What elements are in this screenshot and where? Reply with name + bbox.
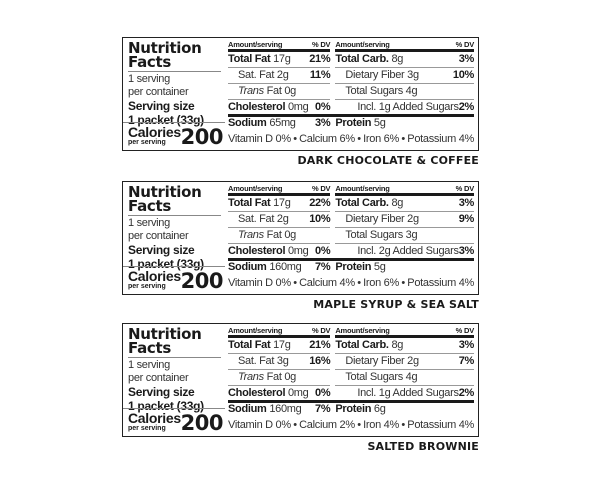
vitamin-d: Vitamin D 0%	[228, 277, 291, 289]
calcium: Calcium 6%	[299, 133, 355, 145]
sat-fat-row: Sat. Fat 2g 10%	[228, 212, 330, 228]
thick-divider	[228, 114, 474, 117]
bullet-separator: •	[293, 277, 297, 289]
nutrition-facts-panel	[122, 181, 479, 295]
calories-label: Calories	[128, 268, 181, 284]
bullet-separator: •	[357, 277, 361, 289]
calories-value: 200	[180, 125, 223, 149]
iron: Iron 4%	[363, 419, 399, 431]
column-header: Amount/serving % DV	[228, 324, 330, 338]
title-line-2: Facts	[128, 339, 171, 357]
total-carb-row: Total Carb. 8g 3%	[335, 52, 474, 68]
divider	[123, 122, 225, 123]
column-header: Amount/serving % DV	[335, 38, 474, 52]
total-carb-row: Total Carb. 8g 3%	[335, 196, 474, 212]
title-line-1: Nutrition	[128, 39, 202, 57]
nutrients-column-left	[228, 182, 330, 275]
protein-row: Protein 6g	[335, 403, 386, 415]
total-fat-row: Total Fat 17g 21%	[228, 52, 330, 68]
nutrients-area	[225, 324, 478, 436]
divider	[123, 408, 225, 409]
summary-column	[123, 324, 225, 436]
potassium: Potassium 4%	[407, 419, 474, 431]
vitamins-minerals-row	[228, 132, 474, 146]
bullet-separator: •	[293, 419, 297, 431]
total-fat-row: Total Fat 17g 21%	[228, 338, 330, 354]
total-sugars-row: Total Sugars 4g	[335, 370, 474, 386]
dietary-fiber-row: Dietary Fiber 3g 10%	[335, 68, 474, 84]
calcium: Calcium 2%	[299, 419, 355, 431]
potassium: Potassium 4%	[407, 133, 474, 145]
panel-title	[128, 327, 221, 355]
nutrition-label-1	[122, 37, 479, 167]
sat-fat-row: Sat. Fat 2g 11%	[228, 68, 330, 84]
divider	[128, 71, 221, 72]
nutrients-column-right	[335, 324, 474, 417]
thick-divider	[228, 400, 474, 403]
column-header: Amount/serving % DV	[228, 182, 330, 196]
serving-size-label: Serving size	[128, 385, 195, 399]
serving-size-value: 1 packet (33g)	[128, 257, 204, 271]
calories-section	[128, 412, 221, 434]
vitamin-d: Vitamin D 0%	[228, 133, 291, 145]
nutrients-column-left	[228, 38, 330, 131]
serving-size-value: 1 packet (33g)	[128, 399, 204, 413]
title-line-1: Nutrition	[128, 325, 202, 343]
vitamins-minerals-row	[228, 418, 474, 432]
calories-sub-label: per serving	[128, 425, 166, 432]
divider	[123, 266, 225, 267]
panel-title	[128, 185, 221, 213]
title-line-1: Nutrition	[128, 183, 202, 201]
vitamin-d: Vitamin D 0%	[228, 419, 291, 431]
calcium: Calcium 4%	[299, 277, 355, 289]
servings-per-container-suffix: per container	[128, 86, 189, 98]
nutrients-area	[225, 182, 478, 294]
summary-column	[123, 182, 225, 294]
servings-per-container: 1 serving	[128, 73, 170, 85]
cholesterol-row: Cholesterol 0mg 0%	[228, 244, 330, 260]
nutrients-column-left	[228, 324, 330, 417]
protein-row: Protein 5g	[335, 261, 386, 273]
servings-per-container: 1 serving	[128, 217, 170, 229]
cholesterol-row: Cholesterol 0mg 0%	[228, 100, 330, 116]
trans-fat-row: Trans Fat 0g	[228, 370, 330, 386]
iron: Iron 6%	[363, 133, 399, 145]
trans-fat-row: Trans Fat 0g	[228, 228, 330, 244]
iron: Iron 6%	[363, 277, 399, 289]
title-line-2: Facts	[128, 53, 171, 71]
cholesterol-row: Cholesterol 0mg 0%	[228, 386, 330, 402]
total-sugars-row: Total Sugars 3g	[335, 228, 474, 244]
total-carb-row: Total Carb. 8g 3%	[335, 338, 474, 354]
bullet-separator: •	[401, 133, 405, 145]
sodium-row: Sodium 65mg 3%	[228, 117, 331, 129]
nutrients-column-right	[335, 38, 474, 131]
column-header: Amount/serving % DV	[335, 324, 474, 338]
flavor-name: DARK CHOCOLATE & COFFEE	[297, 154, 479, 167]
calories-value: 200	[180, 411, 223, 435]
total-fat-row: Total Fat 17g 22%	[228, 196, 330, 212]
potassium: Potassium 4%	[407, 277, 474, 289]
flavor-name: SALTED BROWNIE	[367, 440, 479, 453]
nutrients-area	[225, 38, 478, 150]
dietary-fiber-row: Dietary Fiber 2g 7%	[335, 354, 474, 370]
panel-title	[128, 41, 221, 69]
sodium-row: Sodium 160mg 7%	[228, 261, 331, 273]
bullet-separator: •	[401, 277, 405, 289]
protein-row: Protein 5g	[335, 117, 386, 129]
title-line-2: Facts	[128, 197, 171, 215]
calories-value: 200	[180, 269, 223, 293]
calories-label: Calories	[128, 410, 181, 426]
vitamins-minerals-row	[228, 276, 474, 290]
calories-section	[128, 126, 221, 148]
divider	[128, 357, 221, 358]
nutrition-facts-panel	[122, 323, 479, 437]
servings-per-container: 1 serving	[128, 359, 170, 371]
bullet-separator: •	[357, 419, 361, 431]
column-header: Amount/serving % DV	[335, 182, 474, 196]
added-sugars-row: Incl. 1g Added Sugars 2%	[335, 100, 474, 116]
added-sugars-row: Incl. 2g Added Sugars 3%	[335, 244, 474, 260]
calories-sub-label: per serving	[128, 139, 166, 146]
serving-size-value: 1 packet (33g)	[128, 113, 204, 127]
nutrients-column-right	[335, 182, 474, 275]
calories-section	[128, 270, 221, 292]
total-sugars-row: Total Sugars 4g	[335, 84, 474, 100]
dietary-fiber-row: Dietary Fiber 2g 9%	[335, 212, 474, 228]
column-header: Amount/serving % DV	[228, 38, 330, 52]
nutrition-label-3	[122, 323, 479, 453]
servings-per-container-suffix: per container	[128, 372, 189, 384]
sodium-row: Sodium 160mg 7%	[228, 403, 331, 415]
serving-size-label: Serving size	[128, 99, 195, 113]
bullet-separator: •	[293, 133, 297, 145]
added-sugars-row: Incl. 1g Added Sugars 2%	[335, 386, 474, 402]
calories-label: Calories	[128, 124, 181, 140]
thick-divider	[228, 258, 474, 261]
sat-fat-row: Sat. Fat 3g 16%	[228, 354, 330, 370]
calories-sub-label: per serving	[128, 283, 166, 290]
bullet-separator: •	[357, 133, 361, 145]
summary-column	[123, 38, 225, 150]
divider	[128, 215, 221, 216]
servings-per-container-suffix: per container	[128, 230, 189, 242]
nutrition-facts-panel	[122, 37, 479, 151]
bullet-separator: •	[401, 419, 405, 431]
serving-size-label: Serving size	[128, 243, 195, 257]
trans-fat-row: Trans Fat 0g	[228, 84, 330, 100]
nutrition-label-2	[122, 181, 479, 311]
flavor-name: MAPLE SYRUP & SEA SALT	[313, 298, 479, 311]
